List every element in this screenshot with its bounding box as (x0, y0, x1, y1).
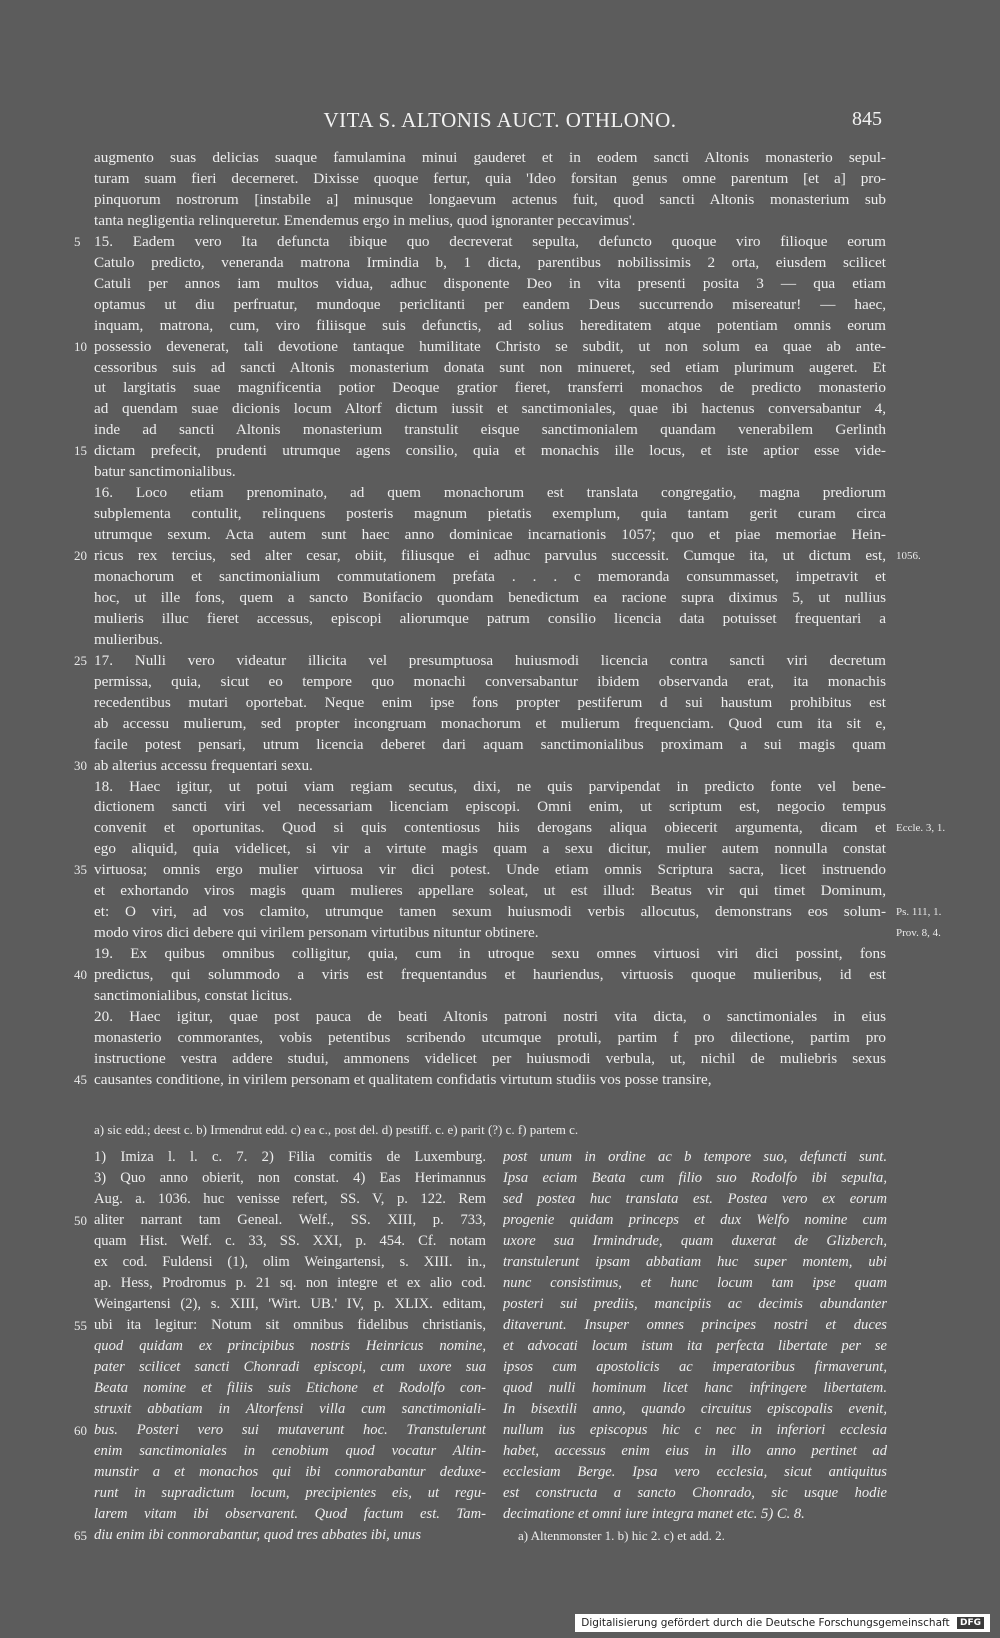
text-line: ricus rex tercius, sed alter cesar, obiit, filiusque ei adhuc parvulus successit. Cumque ita, ut dictum est, (94, 547, 886, 565)
text-line: instructione vestra addere studui, ammonens videlicet per huiusmodi verbula, ut, nichil de muliebris sexus (94, 1049, 886, 1067)
footnote-line: In bisextili anno, quando circuitus episcopalis evenit, (503, 1401, 887, 1417)
footnote-line: quam Hist. Welf. c. 33, SS. XXI, p. 454. Cf. notam (94, 1233, 486, 1249)
footnote-line: ap. Hess, Prodromus p. 21 sq. non integre et ex alio cod. (94, 1275, 486, 1291)
text-line: dictionem sancti viri vel necessariam licenciam episcopi. Omni enim, ut scriptum est, negocio tempus (94, 798, 886, 816)
footnote-line: progenie quidam princeps et dux Welfo nomine cum (503, 1212, 887, 1228)
text-line: tanta negligentia relinqueretur. Emendemus ergo in melius, quod ignoranter peccavimus'. (94, 211, 636, 229)
line-number: 65 (74, 1528, 87, 1543)
text-line: facile potest pensari, utrum licencia deberet dari aquam sanctimonialibus proximam a sui magis quam (94, 735, 886, 753)
footnote-line: ecclesiam Berge. Ipsa vero ecclesia, sicut antiquitus (503, 1464, 887, 1480)
text-line: et: O viri, ad vos clamito, utrumque tamen sexum huiusmodi verbis allocutus, demonstrans eos solum- (94, 903, 886, 921)
footnote-line: Beata nomine et filiis suis Etichone et Rodolfo con- (94, 1380, 486, 1396)
line-number: 40 (74, 967, 87, 983)
line-number: 50 (74, 1213, 87, 1228)
footnote-line: enim sanctimoniales in cenobium quod vocatur Altin- (94, 1443, 486, 1459)
dfg-logo: DFG (957, 1617, 984, 1629)
text-line: Catuli per annos iam multos vidua, adhuc disponente Deo in vita presenti posita 3 — qua etiam (94, 274, 886, 292)
margin-reference: Eccle. 3, 1. (896, 822, 946, 835)
text-line: predictus, qui solummodo a viris est frequentandus et hauriendus, virtuosis quoque mulieribus, id est (94, 966, 886, 984)
text-line: monasterio commorantes, vobis petentibus scribendo utcumque protuli, partim f pro dilectione, partim pro (94, 1028, 886, 1046)
footnote-line: Ipsa eciam Beata cum filio suo Rodolfo ibi sepulta, (503, 1170, 887, 1186)
footnote-line: 1) Imiza l. l. c. 7. 2) Filia comitis de Luxemburg. (94, 1149, 486, 1165)
footnote-line: post unum in ordine ac b tempore suo, defuncti sunt. (503, 1149, 887, 1165)
text-line: permissa, quia, sicut eo tempore quo monachi conversabantur ibidem observanda erat, ita monachis (94, 672, 886, 690)
footnote-line: aliter narrant tam Geneal. Welf., SS. XIII, p. 733, (94, 1212, 486, 1228)
footnote-line: bus. Posteri vero sui mutaverunt hoc. Transtulerunt (94, 1422, 486, 1438)
footnote-line: 3) Quo anno obierit, non constat. 4) Eas Herimannus (94, 1170, 486, 1186)
text-line: 20. Haec igitur, quae post pauca de beati Altonis patroni nostri vita dicta, o sanctimoniales in eius (94, 1007, 886, 1025)
footnote-line: quod quidam ex principibus nostris Heinricus nomine, (94, 1338, 486, 1354)
text-line: possessio devenerat, tali devotione tantaque humilitate Christo se subdit, ut non solum ea quae ab ante- (94, 337, 886, 355)
text-line: ut largitatis suae magnificentia potior Deoque gratior fieret, transferri monachos de predicto monasterio (94, 379, 886, 397)
text-line: dictam prefecit, prudenti utrumque agens consilio, quia et monachis ille locus, et iste aptior esse vide- (94, 442, 886, 460)
footnote-line: nullum ius episcopus hic c nec in inferiori ecclesia (503, 1422, 887, 1438)
footnote-line: larem vitam ibi observarent. Quod factum est. Tam- (94, 1506, 486, 1522)
text-line: monachorum et sanctimonialium commutationem prefata . . . c memoranda consummasset, impetravit et (94, 568, 886, 585)
text-line: 16. Loco etiam prenominato, ad quem monachorum est translata congregatio, magna prediorum (94, 484, 886, 502)
right-column-notes: a) Altenmonster 1. b) hic 2. c) et add. 2. (518, 1528, 725, 1543)
footnotes-right-column (503, 1147, 887, 1525)
footnote-line: habet, accessus enim eius in illo anno pertinet ad (503, 1443, 887, 1459)
footnote-line: Weingartensi (2), s. XIII, 'Wirt. UB.' IV, p. XLIX. editam, (94, 1296, 486, 1312)
text-line: et exhortando viros magis quam mulieres appellare soleat, ut est illud: Beatus vir qui timet Dominum, (94, 882, 886, 900)
text-line: modo viros dici debere qui virilem personam virtutibus nituntur obtinere. (94, 924, 539, 942)
text-line: turam suam fieri decerneret. Dixisse quoque fertur, quia 'Ideo forsitan genus omne parentum [et a] pro- (94, 169, 886, 187)
margin-reference: Ps. 111, 1. (896, 906, 942, 919)
line-number: 15 (74, 443, 87, 459)
footnote-line: posteri sui prediis, mancipiis ac decimis abundanter (503, 1296, 887, 1312)
text-line: utrumque sexum. Acta autem sunt haec anno dominicae incarnationis 1057; quo et piae memoriae Hein- (94, 526, 886, 544)
footnote-line: sed postea huc translata est. Postea vero ex eorum (503, 1191, 887, 1207)
text-line: recedentibus mutari oportebat. Neque enim ipse fons propter pestiferum d sui haustum prohibitus est (94, 693, 886, 711)
footnote-line: est constructa a sancto Chonrado, sic usque hodie (503, 1485, 887, 1501)
text-line: ego aliquid, quia videlicet, si vir a virtute magis quam a sexu dicitur, mulier autem nonnulla constat (94, 840, 886, 858)
line-number: 60 (74, 1423, 87, 1438)
text-line: sanctimonialibus, constat licitus. (94, 987, 293, 1004)
text-line: 19. Ex quibus omnibus colligitur, quia, cum in utroque sexu omnes virtuosi viri dici possint, fons (94, 945, 886, 963)
margin-reference: 1056. (896, 550, 921, 563)
footnote-line: runt in supradictum locum, precipientes eis, ut regu- (94, 1485, 486, 1501)
text-line: virtuosa; omnis ergo mulier virtuosa vir dici potest. Unde etiam omnis Scriptura sacra, licet instruendo (94, 861, 886, 879)
text-line: mulieribus. (94, 630, 163, 648)
text-line: 17. Nulli vero videatur illicita vel presumptuosa huiusmodi licencia contra sancti viri decretum (94, 651, 886, 669)
footnote-line: nunc consistimus, et hunc locum tam ipse quam (503, 1275, 887, 1291)
running-title: VITA S. ALTONIS AUCT. OTHLONO. (323, 108, 677, 132)
textual-notes: a) sic edd.; deest c. b) Irmendrut edd. c) ea c., post del. d) pestiff. c. e) parit (?) c. f) partem c. (94, 1122, 579, 1137)
text-line: optamus ut diu perfruatur, mundoque periclitanti per eandem Deus succurrendo misereatur! — haec, (94, 295, 886, 313)
line-number: 5 (74, 233, 81, 249)
footnote-line: transtulerunt ipsam abbatiam huc super montem, ubi (503, 1254, 887, 1270)
page-number: 845 (852, 108, 882, 130)
text-line: causantes conditione, in virilem personam et qualitatem confidatis virtutum studiis vos posse transire, (94, 1070, 712, 1088)
text-line: ab alterius accessu frequentari sexu. (94, 756, 313, 774)
footnote-line: struxit abbatiam in Altorfensi villa cum sanctimoniali- (94, 1401, 486, 1417)
text-line: convenit et oportunitas. Quod si quis contentiosus hiis derogans aliqua obiecerit argumenta, dicam et (94, 819, 886, 837)
text-line: cessoribus suis ad sancti Altonis monasterium donata sunt non minueret, sed etiam plurimum augeret. Et (94, 358, 886, 376)
footnote-line: ex cod. Fuldensi (1), olim Weingartensi, s. XIII. in., (94, 1254, 486, 1270)
line-number: 30 (74, 757, 87, 773)
footnote-line: et advocati locum istum ita perfecta libertate per se (503, 1338, 887, 1354)
footnote-line: Aug. a. 1036. huc venisse refert, SS. V, p. 122. Rem (94, 1191, 486, 1207)
line-number: 55 (74, 1318, 87, 1333)
text-line: ad quendam suae dicionis locum Altorf dictum iussit et sanctimoniales, quae ibi hactenus conversabantur 4, (94, 400, 886, 418)
text-line: inde ad sancti Altonis monasterium transtulit eisque sanctimonialem quandam venerabilem Gerlinth (94, 421, 886, 439)
footnote-line: diu enim ibi conmorabantur, quod tres abbates ibi, unus (94, 1527, 422, 1543)
text-line: mulieris illuc fieret accessus, episcopi aliorumque patrum consilio licencia data potuisset frequentari a (94, 609, 886, 627)
funding-credit[interactable] (575, 1614, 990, 1632)
footnote-line: quod nulli hominum licet hanc infringere libertatem. (503, 1380, 887, 1396)
footnotes-left-column (94, 1147, 486, 1546)
text-line: hoc, ut ille fons, quem a sancto Bonifacio quondam benedictum ea racione supra diximus 5, ut nullius (94, 588, 886, 606)
footnote-line: ubi ita legitur: Notum sit omnibus fidelibus christianis, (94, 1317, 486, 1333)
credit-text: Digitalisierung gefördert durch die Deutsche Forschungsgemeinschaft (581, 1617, 950, 1629)
line-number: 20 (74, 548, 87, 564)
line-number: 35 (74, 862, 87, 878)
text-line: 15. Eadem vero Ita defuncta ibique quo decreverat sepulta, defuncto quoque viro filioque eorum (94, 232, 886, 250)
footnote-line: pater scilicet sancti Chonradi episcopi, cum uxore sua (94, 1359, 486, 1375)
footnote-line: decimatione et omni iure integra manet etc. 5) C. 8. (503, 1506, 805, 1522)
text-line: pinquorum nostrorum [instabile a] minusque longaevum actenus fuit, quod sancti Altonis monasterium sub (94, 190, 886, 208)
text-line: Catulo predicto, veneranda matrona Irmindia b, 1 dicta, parentibus nobilissimis 2 orta, eiusdem scilicet (94, 253, 886, 271)
text-line: 18. Haec igitur, ut potui viam regiam secutus, dixi, ne quis parvipendat in predicto fonte vel bene- (94, 777, 886, 795)
footnote-line: ipsos cum apostolicis ac imperatoribus firmaverunt, (503, 1359, 887, 1375)
line-number: 10 (74, 338, 87, 354)
footnote-line: munstir a et monachos qui ibi conmorabantur deduxe- (94, 1464, 486, 1480)
text-line: augmento suas delicias suaque famulamina minui gauderet et in eodem sancti Altonis monasterio sepul- (94, 149, 886, 166)
text-line: batur sanctimonialibus. (94, 463, 236, 481)
line-number: 25 (74, 652, 87, 668)
text-line: inquam, matrona, cum, viro filiisque suis defunctis, ad solius hereditatem atque potentiam omnis eorum (94, 316, 886, 334)
footnote-line: uxore sua Irmindrude, quam duxerat de Glizberch, (503, 1233, 887, 1249)
footnote-line: ditaverunt. Insuper omnes principes nostri et duces (503, 1317, 887, 1333)
line-number: 45 (74, 1071, 87, 1087)
text-line: ab accessu mulierum, sed propter incongruam monachorum et mulierum frequenciam. Quod cum ita sit e, (94, 714, 886, 732)
text-line: subplementa contulit, relinquens posteris magnum pietatis exemplum, quia tantam gerit curam circa (94, 505, 886, 523)
margin-reference: Prov. 8, 4. (896, 927, 941, 940)
